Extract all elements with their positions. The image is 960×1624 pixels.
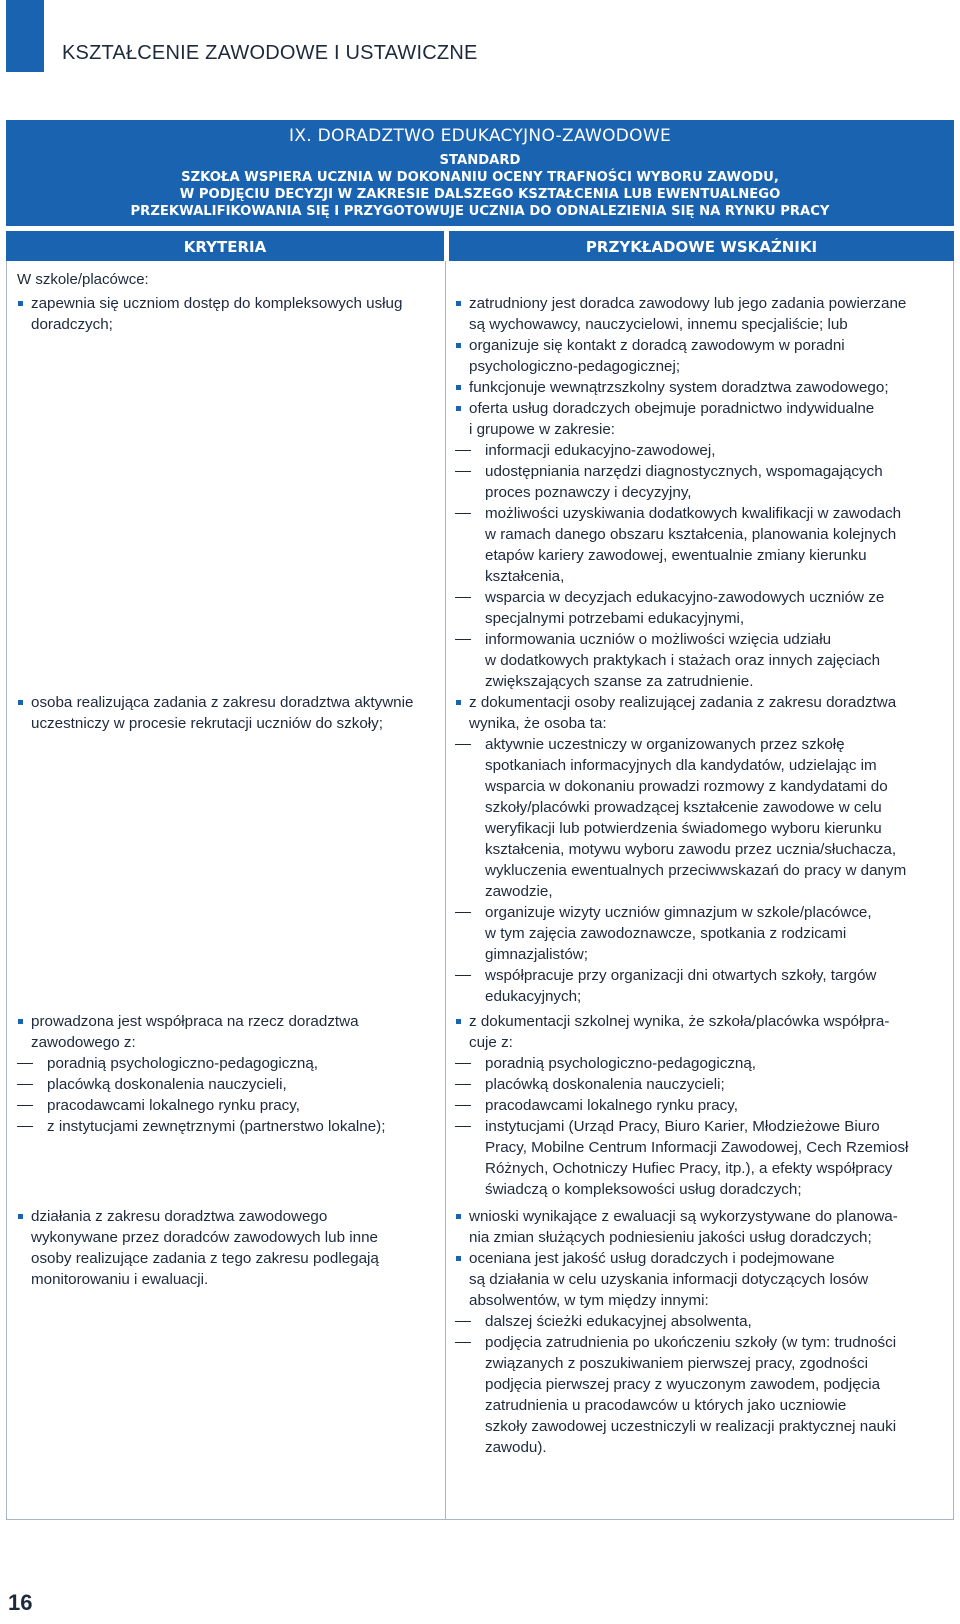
list-item-continuation: zwiększających szanse za zatrudnienie. [485,673,754,690]
table-body [6,261,954,1520]
list-item-continuation: specjalnymi potrzebami edukacyjnymi, [485,610,745,627]
bullet-item: oceniana jest jakość usług doradczych i podejmowane [455,1248,945,1269]
bullet-item: zatrudniony jest doradca zawodowy lub jego zadania powierzane [455,293,945,314]
criteria-cell [7,293,427,335]
list-item-continuation: spotkaniach informacyjnych dla kandydatów, udzielając im [485,757,877,774]
indicators-cell [455,1206,945,1458]
list-item-continuation: kształcenia, [485,568,565,585]
dash-item: poradnią psychologiczno-pedagogiczną, [455,1053,945,1074]
list-item-continuation: w dodatkowych praktykach i stażach oraz innych zajęciach [485,652,881,669]
dash-item: pracodawcami lokalnego rynku pracy, [17,1095,427,1116]
indicators-cell [455,293,945,692]
list-item-continuation: zawodzie, [485,883,553,900]
list-item-continuation: zawodowego z: [31,1034,136,1051]
list-item-continuation: wykonywane przez doradców zawodowych lub inne [31,1229,378,1246]
dash-item: instytucjami (Urząd Pracy, Biuro Karier, Młodzieżowe Biuro [455,1116,945,1137]
dash-item: pracodawcami lokalnego rynku pracy, [455,1095,945,1116]
running-header: KSZTAŁCENIE ZAWODOWE I USTAWICZNE [62,42,478,64]
list-item-continuation: Pracy, Mobilne Centrum Informacji Zawodowej, Cech Rzemiosł [485,1139,909,1156]
dash-item: możliwości uzyskiwania dodatkowych kwalifikacji w zawodach [455,503,945,524]
bullet-item: z dokumentacji szkolnej wynika, że szkoła/placówka współpra- [455,1011,945,1032]
standard-line-3: PRZEKWALIFIKOWANIA SIĘ I PRZYGOTOWUJE UCZNIA DO ODNALEZIENIA SIĘ NA RYNKU PRACY [130,203,830,219]
list-item-continuation: wsparcia w dokonaniu prowadzi rozmowy z kandydatami do [485,778,888,795]
dash-item: poradnią psychologiczno-pedagogiczną, [17,1053,427,1074]
dash-item: podjęcia zatrudnienia po ukończeniu szkoły (w tym: trudności [455,1332,945,1353]
list-item-continuation: gimnazjalistów; [485,946,588,963]
dash-item: aktywnie uczestniczy w organizowanych przez szkołę [455,734,945,755]
list-item-continuation: są działania w celu uzyskania informacji dotyczących losów [469,1271,869,1288]
bullet-item: z dokumentacji osoby realizującej zadania z zakresu doradztwa [455,692,945,713]
bullet-item: zapewnia się uczniom dostęp do kompleksowych usług [17,293,427,314]
list-item-continuation: w ramach danego obszaru kształcenia, planowania kolejnych [485,526,897,543]
bullet-item: wnioski wynikające z ewaluacji są wykorzystywane do planowa- [455,1206,945,1227]
list-item-continuation: doradczych; [31,316,113,333]
list-item-continuation: psychologiczno-pedagogicznej; [469,358,681,375]
standard-line-2: W PODJĘCIU DECYZJI W ZAKRESIE DALSZEGO KSZTAŁCENIA LUB EWENTUALNEGO [179,186,781,202]
list-item-continuation: szkoły zawodowej uczestniczyli w realizacji praktycznej nauki [485,1418,897,1435]
list-item-continuation: są wychowawcy, nauczycielowi, innemu specjaliście; lub [469,316,848,333]
bullet-item: organizuje się kontakt z doradcą zawodowym w poradni [455,335,945,356]
indicators-cell [455,692,945,1007]
list-item-continuation: wykluczenia ewentualnych przeciwwskazań do pracy w danym [485,862,907,879]
table-row [7,692,953,1005]
table-row [7,1011,953,1198]
list-item-continuation: monitorowaniu i ewaluacji. [31,1271,209,1288]
bullet-item: prowadzona jest współpraca na rzecz doradztwa [17,1011,427,1032]
list-item-continuation: weryfikacji lub potwierdzenia świadomego wyboru kierunku [485,820,882,837]
section-title: IX. DORADZTWO EDUKACYJNO-ZAWODOWE [289,126,671,146]
dash-item: dalszej ścieżki edukacyjnej absolwenta, [455,1311,945,1332]
list-item-continuation: zatrudnienia u pracodawców u których jako uczniowie [485,1397,847,1414]
dash-item: z instytucjami zewnętrznymi (partnerstwo lokalne); [17,1116,427,1137]
dash-item: współpracuje przy organizacji dni otwartych szkoły, targów [455,965,945,986]
dash-item: informowania uczniów o możliwości wzięcia udziału [455,629,945,650]
page-number: 16 [8,1590,33,1615]
list-item-continuation: zawodu). [485,1439,547,1456]
list-item-continuation: Różnych, Ochotniczy Hufiec Pracy, itp.), a efekty współpracy [485,1160,893,1177]
bullet-item: funkcjonuje wewnątrzszkolny system doradztwa zawodowego; [455,377,945,398]
criteria-cell [7,692,427,734]
indicators-cell [455,1011,945,1200]
list-item-continuation: absolwentów, w tym między innymi: [469,1292,709,1309]
list-item-continuation: proces poznawczy i decyzyjny, [485,484,692,501]
table-row [7,293,953,690]
bullet-item: oferta usług doradczych obejmuje poradnictwo indywidualne [455,398,945,419]
list-item-continuation: edukacyjnych; [485,988,582,1005]
list-item-continuation: świadczą o kompleksowości usług doradczych; [485,1181,802,1198]
dash-item: placówką doskonalenia nauczycieli, [17,1074,427,1095]
dash-item: placówką doskonalenia nauczycieli; [455,1074,945,1095]
table-row [7,1206,953,1456]
list-item-continuation: kształcenia, motywu wyboru zawodu przez ucznia/słuchacza, [485,841,897,858]
column-header-criteria: KRYTERIA [6,231,444,261]
list-item-continuation: i grupowe w zakresie: [469,421,616,438]
standard-line-1: SZKOŁA WSPIERA UCZNIA W DOKONANIU OCENY TRAFNOŚCI WYBORU ZAWODU, [181,169,779,185]
criteria-cell [7,1011,427,1137]
bullet-item: działania z zakresu doradztwa zawodowego [17,1206,427,1227]
list-item-continuation: w tym zajęcia zawodoznawcze, spotkania z rodzicami [485,925,847,942]
header-accent-bar [6,0,44,72]
dash-item: organizuje wizyty uczniów gimnazjum w szkole/placówce, [455,902,945,923]
dash-item: udostępniania narzędzi diagnostycznych, wspomagających [455,461,945,482]
column-divider [445,261,446,1519]
dash-item: wsparcia w decyzjach edukacyjno-zawodowych uczniów ze [455,587,945,608]
criteria-cell [7,1206,427,1290]
section-header [6,120,954,226]
bullet-item: osoba realizująca zadania z zakresu doradztwa aktywnie [17,692,427,713]
list-item-continuation: podjęcia pierwszej pracy z wyuczonym zawodem, podjęcia [485,1376,881,1393]
list-item-continuation: osoby realizujące zadania z tego zakresu podlegają [31,1250,379,1267]
list-item-continuation: uczestniczy w procesie rekrutacji uczniów do szkoły; [31,715,383,732]
list-item-continuation: wynika, że osoba ta: [469,715,607,732]
dash-item: informacji edukacyjno-zawodowej, [455,440,945,461]
column-header-indicators: PRZYKŁADOWE WSKAŹNIKI [449,231,954,261]
list-item-continuation: związanych z poszukiwaniem pierwszej pracy, zgodności [485,1355,868,1372]
list-item-continuation: cuje z: [469,1034,513,1051]
list-item-continuation: nia zmian służących podniesieniu jakości usług doradczych; [469,1229,872,1246]
standard-table [6,120,954,1520]
list-item-continuation: szkoły/placówki prowadzącej kształcenie zawodowe w celu [485,799,882,816]
list-item-continuation: etapów kariery zawodowej, ewentualnie zmiany kierunku [485,547,867,564]
standard-label: STANDARD [439,152,521,168]
intro-text: W szkole/placówce: [17,271,149,288]
